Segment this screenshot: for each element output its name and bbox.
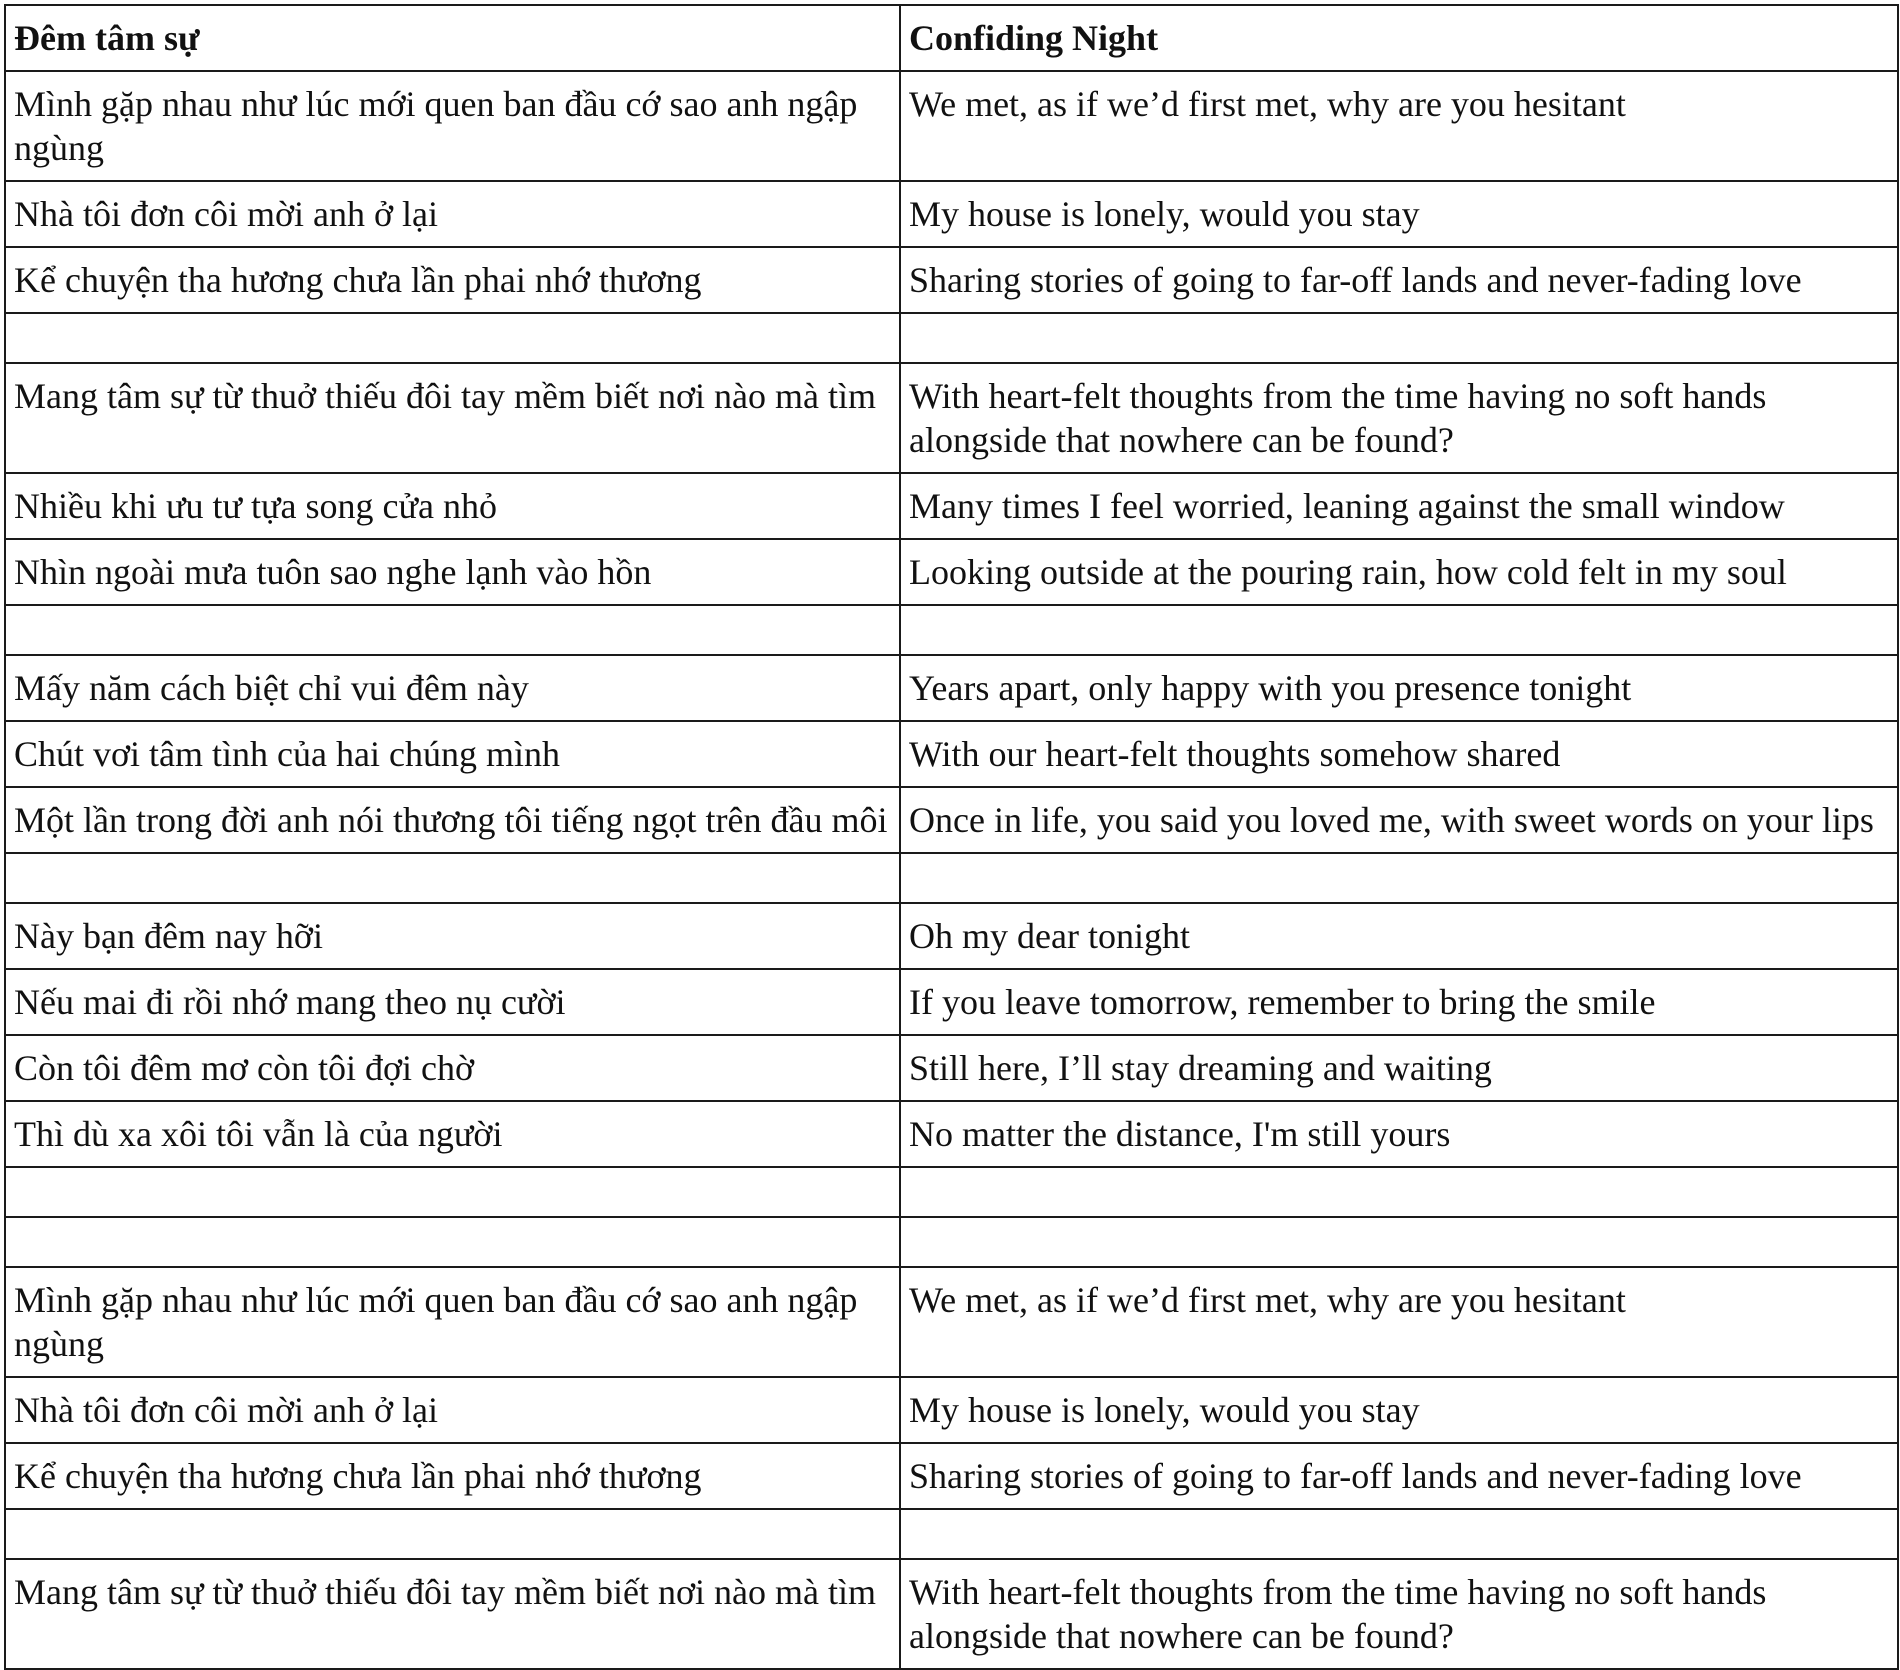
- table-row: [5, 539, 1898, 605]
- lyric-vietnamese: Mình gặp nhau như lúc mới quen ban đầu cớ sao anh ngập ngùng: [5, 71, 900, 181]
- lyric-vietnamese: [5, 1509, 900, 1559]
- table-row: [5, 1377, 1898, 1443]
- table-row: [5, 1035, 1898, 1101]
- lyric-vietnamese: Này bạn đêm nay hỡi: [5, 903, 900, 969]
- lyric-vietnamese: Nhiều khi ưu tư tựa song cửa nhỏ: [5, 473, 900, 539]
- lyric-english: Once in life, you said you loved me, with sweet words on your lips: [900, 787, 1898, 853]
- lyrics-body: [5, 71, 1898, 1669]
- lyric-vietnamese: Mình gặp nhau như lúc mới quen ban đầu cớ sao anh ngập ngùng: [5, 1267, 900, 1377]
- lyric-english: [900, 1217, 1898, 1267]
- lyric-english: [900, 1167, 1898, 1217]
- lyric-vietnamese: Chút vơi tâm tình của hai chúng mình: [5, 721, 900, 787]
- table-header-row: [5, 5, 1898, 71]
- table-row: [5, 1217, 1898, 1267]
- lyric-vietnamese: [5, 313, 900, 363]
- lyric-english: We met, as if we’d first met, why are you hesitant: [900, 1267, 1898, 1377]
- lyric-english: [900, 853, 1898, 903]
- lyric-english: Oh my dear tonight: [900, 903, 1898, 969]
- table-row: [5, 1509, 1898, 1559]
- lyric-vietnamese: Nhìn ngoài mưa tuôn sao nghe lạnh vào hồn: [5, 539, 900, 605]
- lyric-vietnamese: Nhà tôi đơn côi mời anh ở lại: [5, 1377, 900, 1443]
- lyric-vietnamese: [5, 1167, 900, 1217]
- lyric-vietnamese: [5, 605, 900, 655]
- lyric-english: My house is lonely, would you stay: [900, 181, 1898, 247]
- lyric-vietnamese: [5, 1217, 900, 1267]
- table-row: [5, 903, 1898, 969]
- table-row: [5, 247, 1898, 313]
- table-row: [5, 1559, 1898, 1669]
- table-row: [5, 473, 1898, 539]
- lyric-english: Looking outside at the pouring rain, how cold felt in my soul: [900, 539, 1898, 605]
- lyric-vietnamese: Kể chuyện tha hương chưa lần phai nhớ thương: [5, 1443, 900, 1509]
- lyric-english: [900, 1509, 1898, 1559]
- lyric-english: Many times I feel worried, leaning against the small window: [900, 473, 1898, 539]
- header-vietnamese-title: Đêm tâm sự: [5, 5, 900, 71]
- lyric-english: Sharing stories of going to far-off lands and never-fading love: [900, 1443, 1898, 1509]
- lyrics-table: [4, 4, 1899, 1670]
- lyric-vietnamese: Còn tôi đêm mơ còn tôi đợi chờ: [5, 1035, 900, 1101]
- lyric-english: If you leave tomorrow, remember to bring the smile: [900, 969, 1898, 1035]
- lyric-vietnamese: Mang tâm sự từ thuở thiếu đôi tay mềm biết nơi nào mà tìm: [5, 363, 900, 473]
- table-row: [5, 1101, 1898, 1167]
- lyric-english: Still here, I’ll stay dreaming and waiting: [900, 1035, 1898, 1101]
- table-row: [5, 363, 1898, 473]
- lyric-english: Years apart, only happy with you presence tonight: [900, 655, 1898, 721]
- lyric-english: My house is lonely, would you stay: [900, 1377, 1898, 1443]
- table-row: [5, 605, 1898, 655]
- lyric-vietnamese: Nếu mai đi rồi nhớ mang theo nụ cười: [5, 969, 900, 1035]
- lyric-vietnamese: Kể chuyện tha hương chưa lần phai nhớ thương: [5, 247, 900, 313]
- table-row: [5, 1167, 1898, 1217]
- table-row: [5, 1443, 1898, 1509]
- lyric-vietnamese: Thì dù xa xôi tôi vẫn là của người: [5, 1101, 900, 1167]
- table-row: [5, 969, 1898, 1035]
- table-row: [5, 655, 1898, 721]
- table-row: [5, 181, 1898, 247]
- lyric-vietnamese: Một lần trong đời anh nói thương tôi tiếng ngọt trên đầu môi: [5, 787, 900, 853]
- lyric-english: [900, 605, 1898, 655]
- lyric-english: With heart-felt thoughts from the time having no soft hands alongside that nowhere can be found?: [900, 1559, 1898, 1669]
- table-row: [5, 721, 1898, 787]
- table-row: [5, 853, 1898, 903]
- table-row: [5, 787, 1898, 853]
- table-row: [5, 313, 1898, 363]
- lyric-english: [900, 313, 1898, 363]
- lyric-english: With our heart-felt thoughts somehow shared: [900, 721, 1898, 787]
- lyric-vietnamese: Nhà tôi đơn côi mời anh ở lại: [5, 181, 900, 247]
- header-english-title: Confiding Night: [900, 5, 1898, 71]
- lyric-english: Sharing stories of going to far-off lands and never-fading love: [900, 247, 1898, 313]
- lyric-english: We met, as if we’d first met, why are you hesitant: [900, 71, 1898, 181]
- lyric-vietnamese: Mấy năm cách biệt chỉ vui đêm này: [5, 655, 900, 721]
- lyric-vietnamese: [5, 853, 900, 903]
- table-row: [5, 1267, 1898, 1377]
- lyric-english: With heart-felt thoughts from the time having no soft hands alongside that nowhere can be found?: [900, 363, 1898, 473]
- table-row: [5, 71, 1898, 181]
- lyric-english: No matter the distance, I'm still yours: [900, 1101, 1898, 1167]
- lyric-vietnamese: Mang tâm sự từ thuở thiếu đôi tay mềm biết nơi nào mà tìm: [5, 1559, 900, 1669]
